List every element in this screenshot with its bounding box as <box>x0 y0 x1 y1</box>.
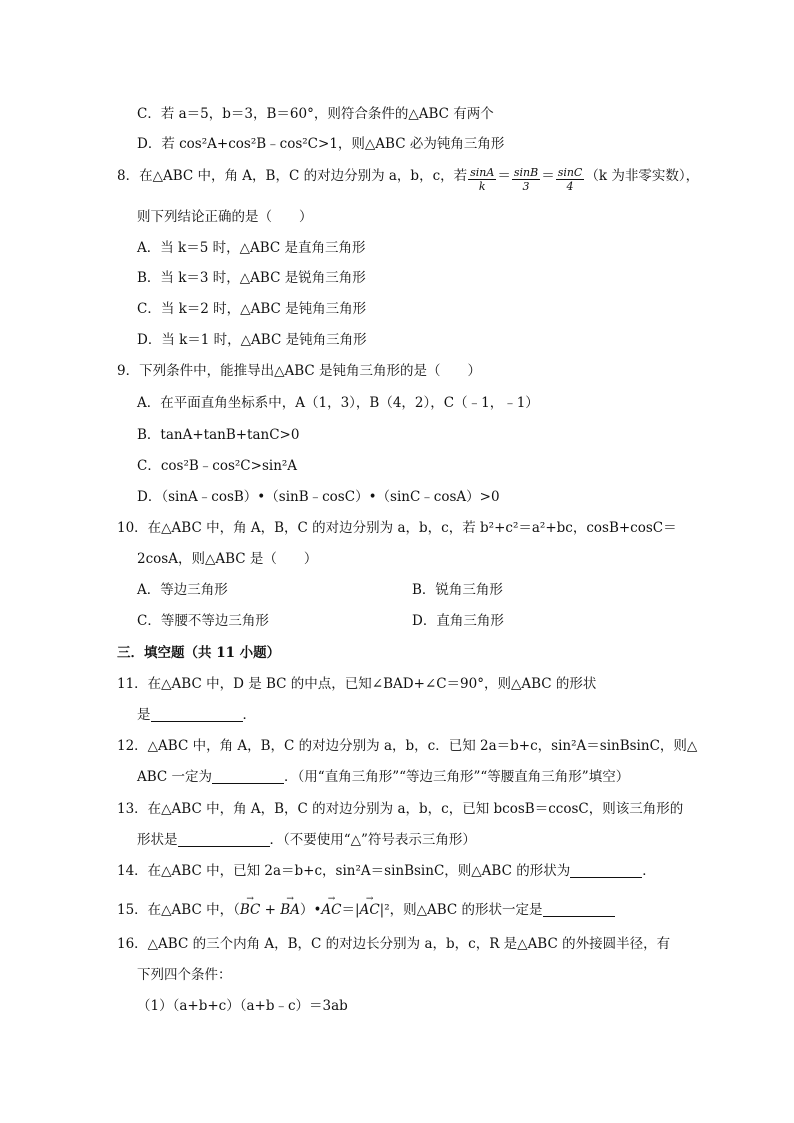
q9-stem: 9．下列条件中，能推导出△ABC 是钝角三角形的是（ ） <box>117 363 482 379</box>
q12-tail: ．（用“直角三角形”“等边三角形”“等腰直角三角形”填空） <box>284 769 630 785</box>
q15-tail: |²，则△ABC 的形状一定是 <box>379 902 543 918</box>
q12-stem-cont <box>137 767 629 787</box>
q15-text: 15．在△ABC 中，（ <box>117 902 240 918</box>
q8-stem-text: 8．在△ABC 中，角 A，B，C 的对边分别为 a，b，c，若 <box>117 168 468 184</box>
answer-blank[interactable] <box>543 902 615 917</box>
vector-bc: → BC <box>240 900 261 920</box>
section-heading: 三．填空题（共 11 小题） <box>117 645 281 661</box>
fraction <box>556 166 585 193</box>
vector-ac: → AC <box>360 900 380 920</box>
fraction-numerator: sinC <box>557 166 583 179</box>
q11-tail: ． <box>242 707 256 723</box>
q10-stem: 10．在△ABC 中，角 A，B，C 的对边分别为 a，b，c，若 b²+c²＝a²+bc，cosB+cosC＝ <box>117 520 677 536</box>
q16-stem-cont: 下列四个条件： <box>137 967 232 983</box>
q13-tail: ．（不要使用“△”符号表示三角形） <box>269 832 476 848</box>
q10-option-d: D．直角三角形 <box>412 613 504 629</box>
q7-option-c: C．若 a＝5，b＝3，B＝60°，则符合条件的△ABC 有两个 <box>137 106 494 122</box>
q16-stem: 16．△ABC 的三个内角 A，B，C 的对边长分别为 a，b，c，R 是△ABC 的外接圆半径，有 <box>117 936 671 952</box>
q10-option-c: C．等腰不等边三角形 <box>137 613 269 629</box>
dot-operator: ）• <box>299 902 322 918</box>
q11-stem: 11．在△ABC 中，D 是 BC 的中点，已知∠BAD+∠C＝90°，则△ABC 的形状 <box>117 676 597 692</box>
fraction-denominator: k <box>478 180 486 193</box>
q9-option-d: D．（sinA﹣cosB）•（sinB﹣cosC）•（sinC﹣cosA）>0 <box>137 489 500 505</box>
q7-option-d: D．若 cos²A+cos²B﹣cos²C>1，则△ABC 必为钝角三角形 <box>137 136 505 152</box>
fraction-numerator: sinA <box>470 166 495 179</box>
q8-stem: 8．在△ABC 中，角 A，B，C 的对边分别为 a，b，c，若 $\frac{\sin A}{k}$ ＝ $\frac{\sin B}{3}$ ＝ $\frac{\sin C}{4}$ （k 为非零实数）， <box>117 166 700 193</box>
q8-option-d: D．当 k＝1 时，△ABC 是钝角三角形 <box>137 332 367 348</box>
answer-blank[interactable] <box>178 832 270 847</box>
vector-ba: → BA <box>280 900 300 920</box>
fraction <box>512 166 540 193</box>
fraction <box>468 166 496 193</box>
vector-ac: → AC <box>321 900 341 920</box>
answer-blank[interactable] <box>570 863 642 878</box>
fraction-denominator: 3 <box>522 180 530 193</box>
equals-sign: ＝| <box>341 902 360 918</box>
q15-stem <box>117 900 615 920</box>
q12-text: ABC 一定为 <box>137 769 213 785</box>
fraction-numerator: sinB <box>513 166 539 179</box>
q11-stem-cont <box>137 705 256 725</box>
q13-text: 形状是 <box>137 832 178 848</box>
q9-option-b: B．tanA+tanB+tanC>0 <box>137 427 300 443</box>
q10-option-a: A．等边三角形 <box>137 582 228 598</box>
q8-option-a: A．当 k＝5 时，△ABC 是直角三角形 <box>137 240 366 256</box>
answer-blank[interactable] <box>151 707 243 722</box>
q11-text: 是 <box>137 707 151 723</box>
answer-blank[interactable] <box>212 769 284 784</box>
q14-text: 14．在△ABC 中，已知 2a＝b+c，sin²A＝sinBsinC，则△ABC 的形状为 <box>117 863 571 879</box>
q10-stem-cont: 2cosA，则△ABC 是（ ） <box>137 551 318 567</box>
q14-tail: ． <box>642 863 656 879</box>
q10-option-b: B．锐角三角形 <box>412 582 503 598</box>
q8-option-b: B．当 k＝3 时，△ABC 是锐角三角形 <box>137 270 366 286</box>
q8-option-c: C．当 k＝2 时，△ABC 是钝角三角形 <box>137 301 367 317</box>
q8-stem-tail: （k 为非零实数）， <box>585 168 700 184</box>
q8-stem-cont: 则下列结论正确的是（ ） <box>137 209 313 225</box>
plus-sign: + <box>260 902 281 918</box>
q13-stem: 13．在△ABC 中，角 A，B，C 的对边分别为 a，b，c，已知 bcosB＝ccosC，则该三角形的 <box>117 801 684 817</box>
q16-condition-1: （1）（a+b+c）（a+b﹣c）＝3ab <box>137 998 348 1014</box>
fraction-denominator: 4 <box>566 180 574 193</box>
q9-option-c: C．cos²B﹣cos²C>sin²A <box>137 458 298 474</box>
q13-stem-cont <box>137 830 476 850</box>
q9-option-a: A．在平面直角坐标系中，A（1，3），B（4，2），C（﹣1，﹣1） <box>137 395 539 411</box>
q14-stem <box>117 861 656 881</box>
q12-stem: 12．△ABC 中，角 A，B，C 的对边分别为 a，b，c．已知 2a＝b+c，sin²A＝sinBsinC，则△ <box>117 738 698 754</box>
